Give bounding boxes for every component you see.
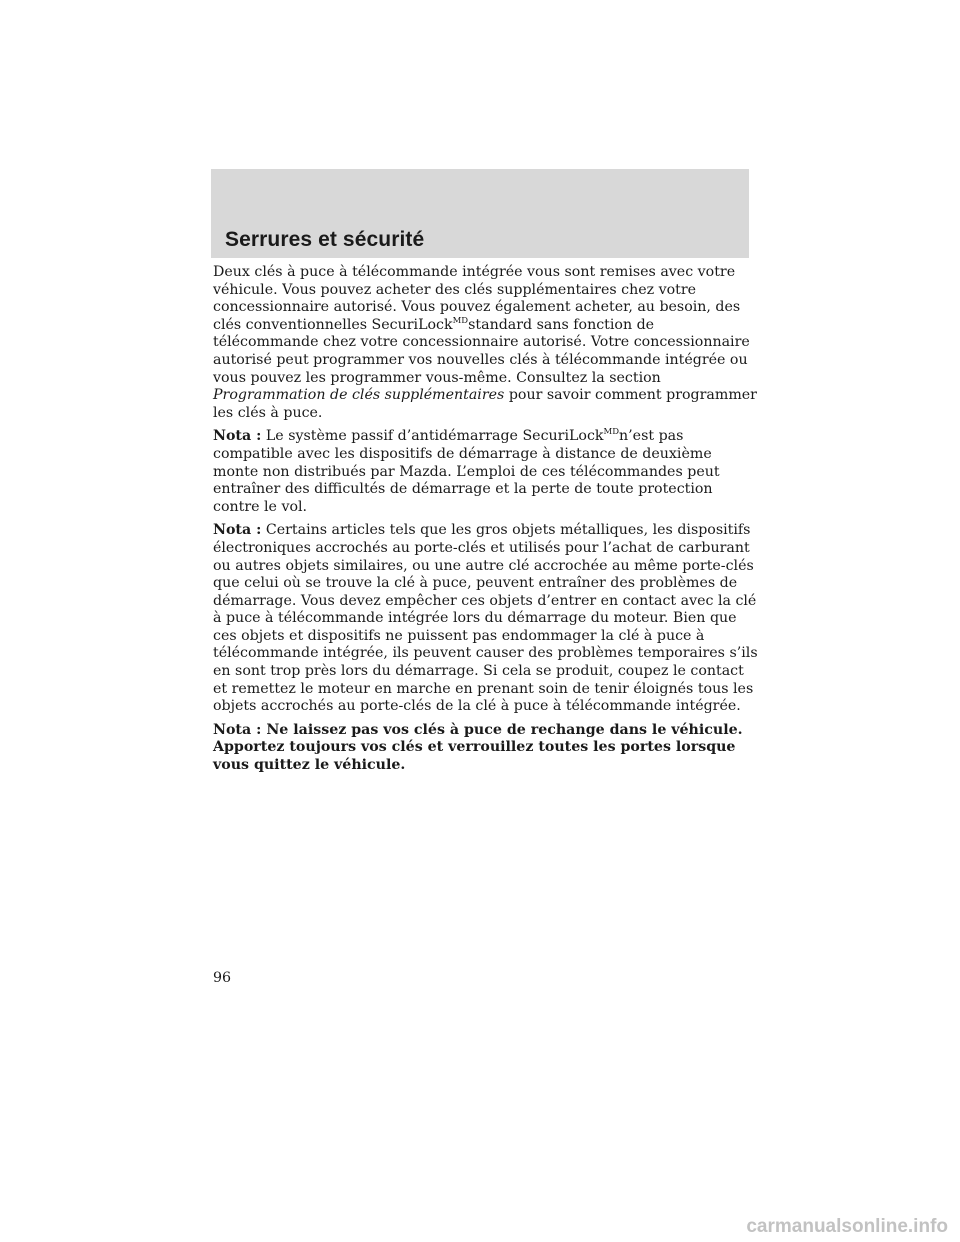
intro-text-b: standard sans fonction de télécommande chez votre concessionnaire autorisé. Votre concessionnaire autorisé peut programmer vos nouvelles clés à télécommande intégrée ou vous pouvez les programmer vous-même. Consultez la section <box>213 316 750 386</box>
note-1-text-a: Le système passif d’antidémarrage SecuriLock <box>265 428 604 445</box>
note-label: Nota : <box>213 721 262 738</box>
note-paragraph-3 <box>213 722 758 775</box>
section-title: Serrures et sécurité <box>225 228 425 251</box>
watermark: carmanualsonline.info <box>746 1216 948 1237</box>
note-paragraph-1 <box>213 428 758 516</box>
trademark-superscript: MD <box>603 427 620 438</box>
page-number: 96 <box>213 970 232 986</box>
intro-paragraph <box>213 264 758 422</box>
intro-text-a: Deux clés à puce à télécommande intégrée vous sont remises avec votre véhicule. Vous pouvez acheter des clés supplémentaires chez votre concessionnaire autorisé. Vous pouvez également acheter, au besoin, des clés conventionnelles SecuriLock <box>213 264 741 333</box>
section-header-band <box>211 169 749 258</box>
intro-text-c: pour savoir comment programmer les clés à puce. <box>213 387 757 421</box>
note-2-text: Certains articles tels que les gros objets métalliques, les dispositifs électroniques accrochés au porte-clés et utilisés pour l’achat de carburant ou autres objets similaires, ou une autre clé accrochée au même porte-clés que celui où se trouve la clé à puce, peuvent entraîner des problèmes de démarrage. Vous devez empêcher ces objets d’entrer en contact avec la clé à puce à télécommande intégrée lors du démarrage du moteur. Bien que ces objets et dispositifs ne puissent pas endommager la clé à puce à télécommande intégrée, ils peuvent causer des problèmes temporaires s’ils en sont trop près lors du démarrage. Si cela se produit, coupez le contact et remettez le moteur en marche en prenant soin de tenir éloignés tous les objets accrochés au porte-clés de la clé à puce à télécommande intégrée. <box>213 522 758 715</box>
page-body <box>213 264 758 781</box>
note-1-text-b: n’est pas compatible avec les dispositifs de démarrage à distance de deuxième monte non distribués par Mazda. L’emploi de ces télécommandes peut entraîner des difficultés de démarrage et la perte de toute protection contre le vol. <box>213 428 720 515</box>
note-3-text: Ne laissez pas vos clés à puce de rechange dans le véhicule. Apportez toujours vos clés et verrouillez toutes les portes lorsque vous quittez le véhicule. <box>213 721 743 774</box>
note-paragraph-2 <box>213 522 758 716</box>
note-label: Nota : <box>213 428 262 445</box>
trademark-superscript: MD <box>452 315 469 326</box>
note-label: Nota : <box>213 522 262 539</box>
section-reference: Programmation de clés supplémentaires <box>213 387 505 404</box>
